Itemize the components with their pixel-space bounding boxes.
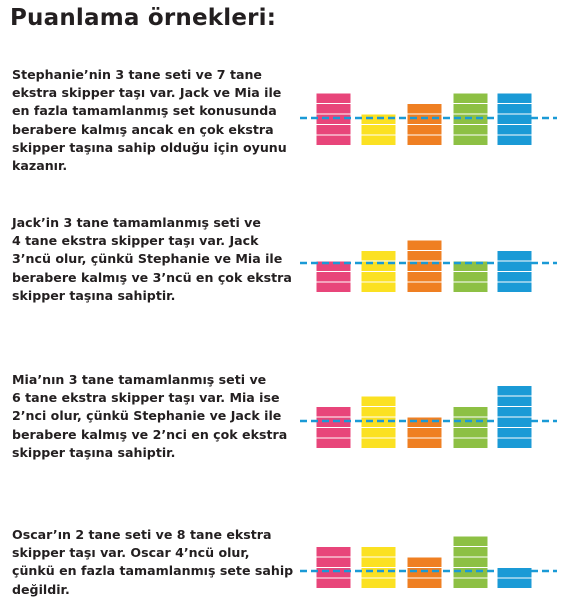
skipper-card <box>316 407 351 418</box>
skipper-card <box>497 125 532 136</box>
skipper-card <box>407 568 442 579</box>
skipper-card <box>497 93 532 104</box>
skipper-card <box>361 272 396 283</box>
card-stack-yellow <box>361 547 396 589</box>
description-line: çünkü en fazla tamamlanmış sete sahip <box>12 563 294 579</box>
skipper-card <box>407 428 442 439</box>
skipper-card <box>407 282 442 293</box>
card-stack-blue <box>497 251 532 293</box>
description-line: skipper taşına sahip olduğu için oyunu <box>12 139 287 155</box>
skipper-card <box>361 428 396 439</box>
skipper-card <box>361 568 396 579</box>
skipper-card <box>316 568 351 579</box>
page-title: Puanlama örnekleri: <box>10 5 277 31</box>
skipper-card <box>361 578 396 589</box>
description-line: skipper taşına sahiptir. <box>12 287 176 303</box>
skipper-card <box>497 135 532 146</box>
skipper-card <box>361 438 396 449</box>
skipper-card <box>453 104 488 115</box>
skipper-card <box>361 407 396 418</box>
skipper-card <box>361 557 396 568</box>
skipper-card <box>316 93 351 104</box>
skipper-card <box>361 547 396 558</box>
skipper-card <box>316 135 351 146</box>
stack-row <box>300 386 557 449</box>
description-line: 4 tane ekstra skipper taşı var. Jack <box>12 233 259 249</box>
skipper-card <box>407 135 442 146</box>
skipper-card <box>361 282 396 293</box>
description-line: Stephanie’nin 3 tane seti ve 7 tane <box>12 67 262 82</box>
skipper-card <box>453 272 488 283</box>
skipper-card <box>497 578 532 589</box>
description-line: skipper taşına sahiptir. <box>12 444 176 460</box>
card-stack-orange <box>407 240 442 293</box>
description-line: Jack’in 3 tane tamamlanmış seti ve <box>12 215 261 230</box>
skipper-card <box>407 272 442 283</box>
skipper-card <box>316 125 351 136</box>
skipper-card <box>453 282 488 293</box>
description-line: 3’ncü olur, çünkü Stephanie ve Mia ile <box>12 251 283 267</box>
description-line: Mia’nın 3 tane tamamlanmış seti ve <box>12 372 267 387</box>
skipper-card <box>453 547 488 558</box>
skipper-card <box>316 272 351 283</box>
description-line: Oscar’ın 2 tane seti ve 8 tane ekstra <box>12 527 272 542</box>
skipper-card <box>316 557 351 568</box>
skipper-card <box>361 251 396 262</box>
skipper-card <box>361 396 396 407</box>
skipper-card <box>497 104 532 115</box>
skipper-card <box>316 547 351 558</box>
card-stack-yellow <box>361 251 396 293</box>
card-stack-orange <box>407 104 442 146</box>
skipper-card <box>453 407 488 418</box>
card-stack-green <box>453 407 488 449</box>
skipper-card <box>497 438 532 449</box>
skipper-card <box>407 557 442 568</box>
skipper-card <box>407 578 442 589</box>
stack-row <box>300 93 557 146</box>
skipper-card <box>453 438 488 449</box>
skipper-card <box>316 282 351 293</box>
skipper-card <box>316 578 351 589</box>
description-line: en fazla tamamlanmış set konusunda <box>12 103 277 119</box>
skipper-card <box>497 251 532 262</box>
skipper-card <box>497 386 532 397</box>
skipper-card <box>407 438 442 449</box>
stack-row <box>300 240 557 293</box>
description-line: ekstra skipper taşı var. Jack ve Mia ile <box>12 85 282 101</box>
description-line: berabere kalmış ancak en çok ekstra <box>12 121 274 137</box>
card-stack-green <box>453 261 488 293</box>
skipper-card <box>407 240 442 251</box>
skipper-card <box>316 438 351 449</box>
card-stack-pink <box>316 407 351 449</box>
skipper-card <box>497 407 532 418</box>
card-stack-blue <box>497 386 532 449</box>
description-line: berabere kalmış ve 2’nci en çok ekstra <box>12 426 288 442</box>
stack-row <box>300 536 557 589</box>
skipper-card <box>407 104 442 115</box>
skipper-card <box>361 125 396 136</box>
skipper-card <box>361 135 396 146</box>
skipper-card <box>453 125 488 136</box>
skipper-card <box>453 578 488 589</box>
skipper-card <box>497 282 532 293</box>
skipper-card <box>453 428 488 439</box>
skipper-card <box>497 428 532 439</box>
skipper-card <box>453 536 488 547</box>
description-line: kazanır. <box>12 158 68 174</box>
card-stack-pink <box>316 547 351 589</box>
skipper-card <box>453 568 488 579</box>
description-line: 6 tane ekstra skipper taşı var. Mia ise <box>12 390 280 406</box>
skipper-card <box>407 251 442 262</box>
skipper-card <box>316 104 351 115</box>
skipper-card <box>497 272 532 283</box>
description-line: değildir. <box>12 581 70 597</box>
card-stack-green <box>453 536 488 589</box>
description-line: skipper taşı var. Oscar 4’ncü olur, <box>12 545 250 561</box>
skipper-card <box>497 568 532 579</box>
skipper-card <box>497 396 532 407</box>
skipper-card <box>453 93 488 104</box>
card-stack-orange <box>407 557 442 589</box>
description-line: berabere kalmış ve 3’ncü en çok ekstra <box>12 269 292 285</box>
skipper-card <box>453 135 488 146</box>
skipper-card <box>453 557 488 568</box>
skipper-card <box>316 428 351 439</box>
skipper-card <box>407 125 442 136</box>
description-line: 2’nci olur, çünkü Stephanie ve Jack ile <box>12 408 282 424</box>
card-stack-pink <box>316 261 351 293</box>
